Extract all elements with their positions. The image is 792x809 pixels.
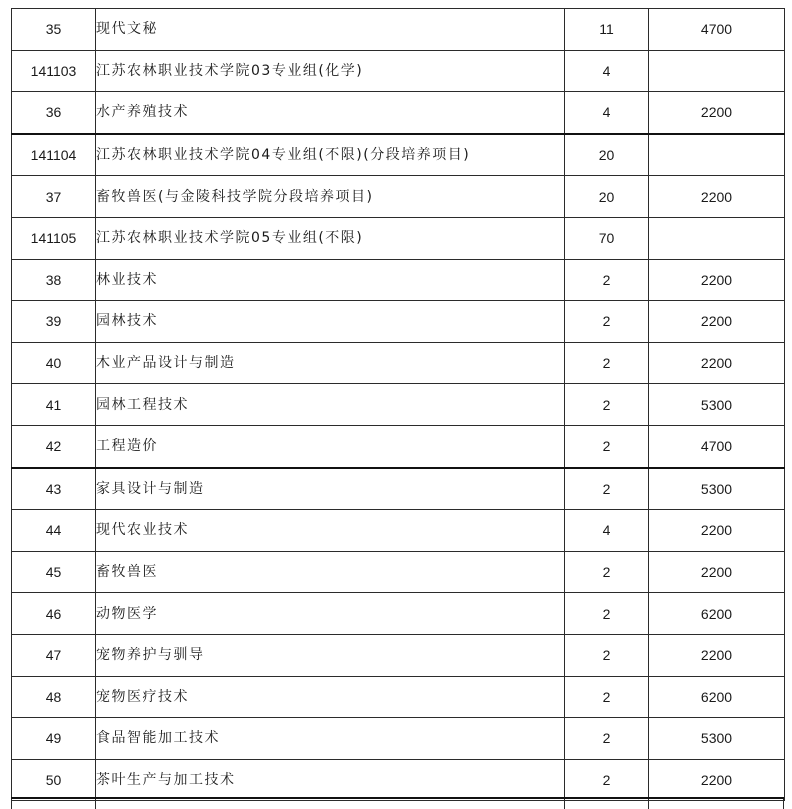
major-code-cell: 48 [12, 676, 96, 718]
tuition-fee-cell: 2200 [649, 759, 785, 801]
table-row [12, 217, 785, 259]
column-rule [783, 799, 784, 809]
major-name-cell: 林业技术 [96, 259, 565, 301]
table-row [12, 50, 785, 92]
major-name-cell: 工程造价 [96, 425, 565, 467]
table-row [12, 759, 785, 801]
tuition-fee-cell: 4700 [649, 425, 785, 467]
plan-count-cell: 2 [565, 759, 649, 801]
table-row [12, 134, 785, 176]
plan-count-cell: 2 [565, 301, 649, 343]
major-code-cell: 43 [12, 468, 96, 510]
major-code-cell: 38 [12, 259, 96, 301]
table-row [12, 510, 785, 552]
major-name-cell: 茶叶生产与加工技术 [96, 759, 565, 801]
tuition-fee-cell: 5300 [649, 384, 785, 426]
table-row [12, 634, 785, 676]
plan-count-cell: 4 [565, 92, 649, 134]
plan-count-cell: 2 [565, 342, 649, 384]
next-row-edge [11, 797, 784, 809]
plan-count-cell: 11 [565, 9, 649, 51]
major-name-cell: 园林技术 [96, 301, 565, 343]
table-row [12, 92, 785, 134]
table-row [12, 676, 785, 718]
major-code-cell: 47 [12, 634, 96, 676]
plan-count-cell: 2 [565, 384, 649, 426]
table-row [12, 593, 785, 635]
major-name-cell: 水产养殖技术 [96, 92, 565, 134]
table-row [12, 259, 785, 301]
plan-count-cell: 2 [565, 593, 649, 635]
plan-count-cell: 20 [565, 176, 649, 218]
tuition-fee-cell: 2200 [649, 301, 785, 343]
table-row [12, 718, 785, 760]
tuition-fee-cell: 5300 [649, 468, 785, 510]
enrollment-plan-table [11, 8, 785, 801]
table-row [12, 301, 785, 343]
table-row [12, 384, 785, 426]
plan-count-cell: 2 [565, 718, 649, 760]
group-code-cell: 141104 [12, 134, 96, 176]
major-code-cell: 49 [12, 718, 96, 760]
major-name-cell: 宠物医疗技术 [96, 676, 565, 718]
plan-count-cell: 20 [565, 134, 649, 176]
major-name-cell: 木业产品设计与制造 [96, 342, 565, 384]
column-rule [11, 799, 12, 809]
major-name-cell: 食品智能加工技术 [96, 718, 565, 760]
group-code-cell: 141103 [12, 50, 96, 92]
major-name-cell: 现代农业技术 [96, 510, 565, 552]
major-code-cell: 45 [12, 551, 96, 593]
major-code-cell: 35 [12, 9, 96, 51]
tuition-fee-cell: 2200 [649, 259, 785, 301]
tuition-fee-cell: 4700 [649, 9, 785, 51]
table-row [12, 9, 785, 51]
major-name-cell: 现代文秘 [96, 9, 565, 51]
tuition-fee-cell: 2200 [649, 342, 785, 384]
major-code-cell: 39 [12, 301, 96, 343]
major-name-cell: 畜牧兽医 [96, 551, 565, 593]
table-row [12, 342, 785, 384]
tuition-fee-cell: 6200 [649, 676, 785, 718]
column-rule [648, 799, 649, 809]
tuition-fee-cell: 6200 [649, 593, 785, 635]
group-name-cell: 江苏农林职业技术学院05专业组(不限) [96, 217, 565, 259]
tuition-fee-cell: 2200 [649, 551, 785, 593]
column-rule [95, 799, 96, 809]
plan-count-cell: 2 [565, 425, 649, 467]
major-code-cell: 46 [12, 593, 96, 635]
plan-count-cell: 2 [565, 676, 649, 718]
group-name-cell: 江苏农林职业技术学院03专业组(化学) [96, 50, 565, 92]
plan-count-cell: 4 [565, 50, 649, 92]
major-code-cell: 44 [12, 510, 96, 552]
plan-count-cell: 4 [565, 510, 649, 552]
major-code-cell: 36 [12, 92, 96, 134]
major-code-cell: 42 [12, 425, 96, 467]
table-row [12, 176, 785, 218]
tuition-fee-cell: 5300 [649, 718, 785, 760]
tuition-fee-cell [649, 217, 785, 259]
table-row [12, 468, 785, 510]
tuition-fee-cell: 2200 [649, 176, 785, 218]
tuition-fee-cell: 2200 [649, 92, 785, 134]
major-name-cell: 园林工程技术 [96, 384, 565, 426]
plan-count-cell: 2 [565, 259, 649, 301]
major-name-cell: 家具设计与制造 [96, 468, 565, 510]
group-code-cell: 141105 [12, 217, 96, 259]
table-row [12, 425, 785, 467]
tuition-fee-cell: 2200 [649, 510, 785, 552]
major-name-cell: 宠物养护与驯导 [96, 634, 565, 676]
tuition-fee-cell [649, 50, 785, 92]
plan-count-cell: 2 [565, 468, 649, 510]
column-rule [564, 799, 565, 809]
plan-count-cell: 2 [565, 634, 649, 676]
group-name-cell: 江苏农林职业技术学院04专业组(不限)(分段培养项目) [96, 134, 565, 176]
major-code-cell: 37 [12, 176, 96, 218]
major-code-cell: 41 [12, 384, 96, 426]
table-row [12, 551, 785, 593]
major-code-cell: 50 [12, 759, 96, 801]
plan-count-cell: 2 [565, 551, 649, 593]
major-name-cell: 动物医学 [96, 593, 565, 635]
tuition-fee-cell [649, 134, 785, 176]
major-name-cell: 畜牧兽医(与金陵科技学院分段培养项目) [96, 176, 565, 218]
tuition-fee-cell: 2200 [649, 634, 785, 676]
major-code-cell: 40 [12, 342, 96, 384]
plan-count-cell: 70 [565, 217, 649, 259]
